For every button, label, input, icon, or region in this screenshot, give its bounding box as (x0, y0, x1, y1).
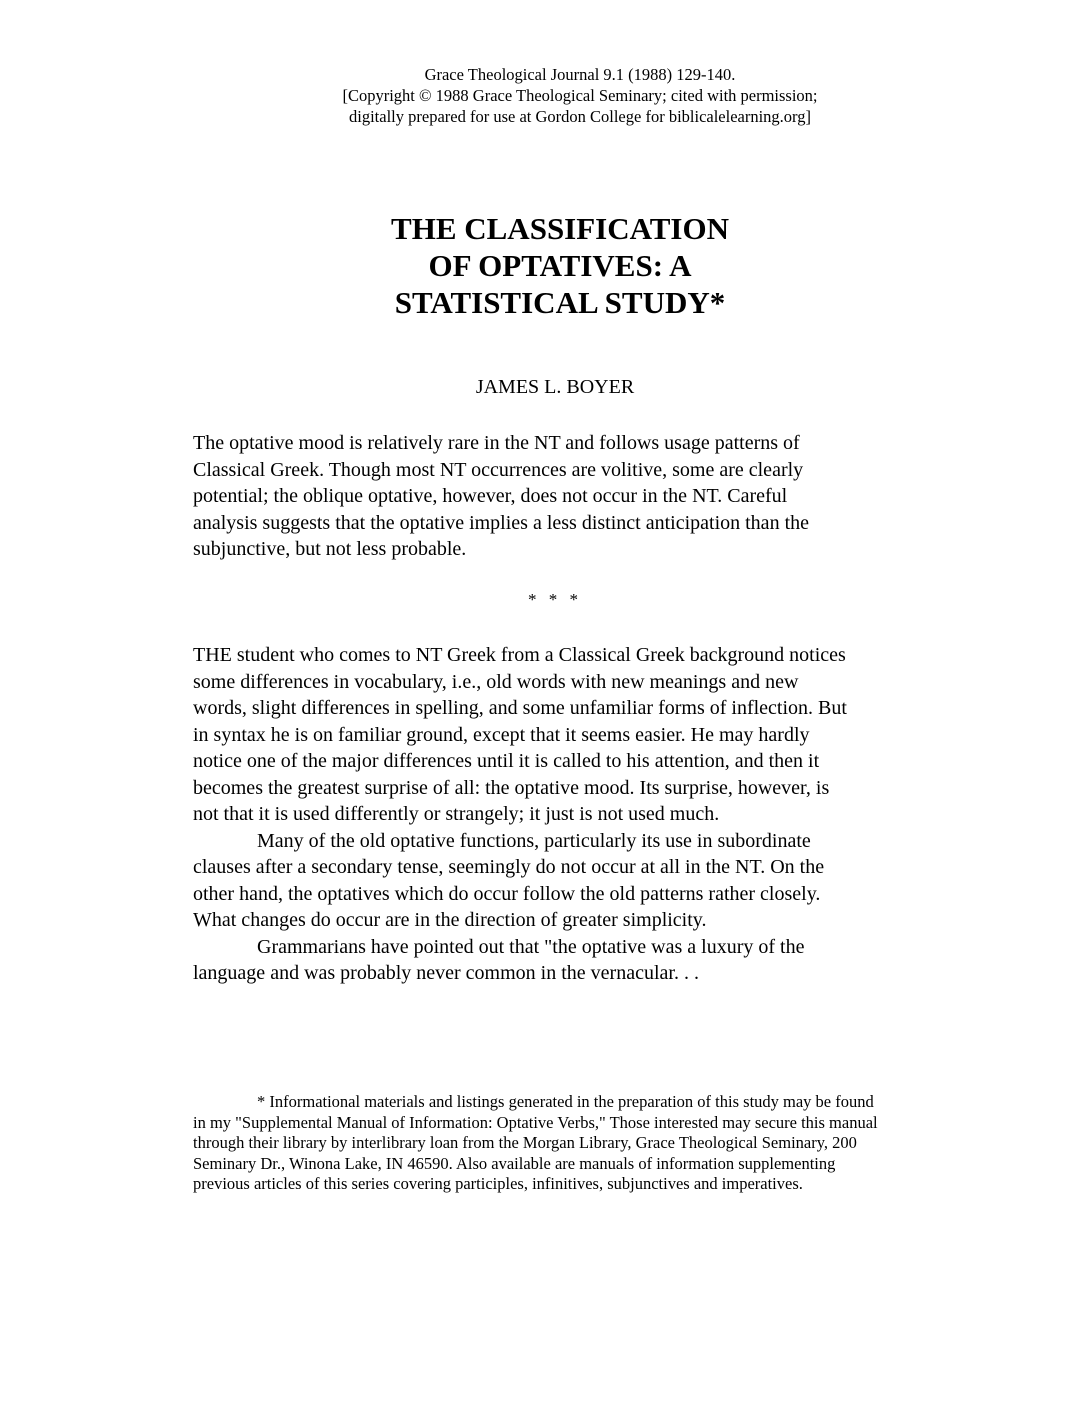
article-title (300, 210, 820, 321)
header-citation: Grace Theological Journal 9.1 (1988) 129-140. (424, 65, 736, 84)
header-copyright: [Copyright © 1988 Grace Theological Seminary; cited with permission; (342, 86, 818, 105)
footnote-text: * Informational materials and listings generated in the preparation of this study may be found in my "Supplemental Manual of Information: Optative Verbs," Those interested may secure this manual through their library by interlibrary loan from the Morgan Library, Grace Theological Seminary, 200 Seminary Dr., Winona Lake, IN 46590. Also available are manuals of information supplementing previous articles of this series covering participles, infinitives, subjunctives and imperatives. (193, 1092, 878, 1193)
abstract: The optative mood is relatively rare in the NT and follows usage patterns of Classical Greek. Though most NT occurrences are volitive, some are clearly potential; the oblique optative, however, does not occur in the NT. Careful analysis suggests that the optative implies a less distinct anticipation than the subjunctive, but not less probable. (193, 432, 809, 560)
title-line-3: STATISTICAL STUDY* (394, 285, 726, 320)
footnote (193, 1092, 883, 1195)
title-line-2: OF OPTATIVES: A (428, 248, 692, 283)
author-name: JAMES L. BOYER (475, 376, 635, 398)
article-body (193, 642, 853, 987)
body-paragraph-1: THE student who comes to NT Greek from a Classical Greek background notices some differences in vocabulary, i.e., old words with new meanings and new words, slight differences in spelling, and some unfamiliar forms of inflection. But in syntax he is on familiar ground, except that it seems easier. He may hardly notice one of the major differences until it is called to his attention, and then it becomes the greatest surprise of all: the optative mood. Its surprise, however, is not that it is used differently or strangely; it just is not used much. (193, 644, 847, 825)
title-line-1: THE CLASSIFICATION (391, 211, 729, 246)
body-paragraph-2: Many of the old optative functions, particularly its use in subordinate clauses after a secondary tense, seemingly do not occur at all in the NT. On the other hand, the optatives which do occur follow the old patterns rather closely. What changes do occur are in the direction of greater simplicity. (193, 829, 825, 931)
header-digital-note: digitally prepared for use at Gordon College for biblicalelearning.org] (349, 107, 811, 126)
section-separator: * * * (528, 590, 582, 609)
journal-header (290, 64, 870, 127)
body-paragraph-3: Grammarians have pointed out that "the optative was a luxury of the language and was probably never common in the vernacular. . . (193, 935, 805, 984)
